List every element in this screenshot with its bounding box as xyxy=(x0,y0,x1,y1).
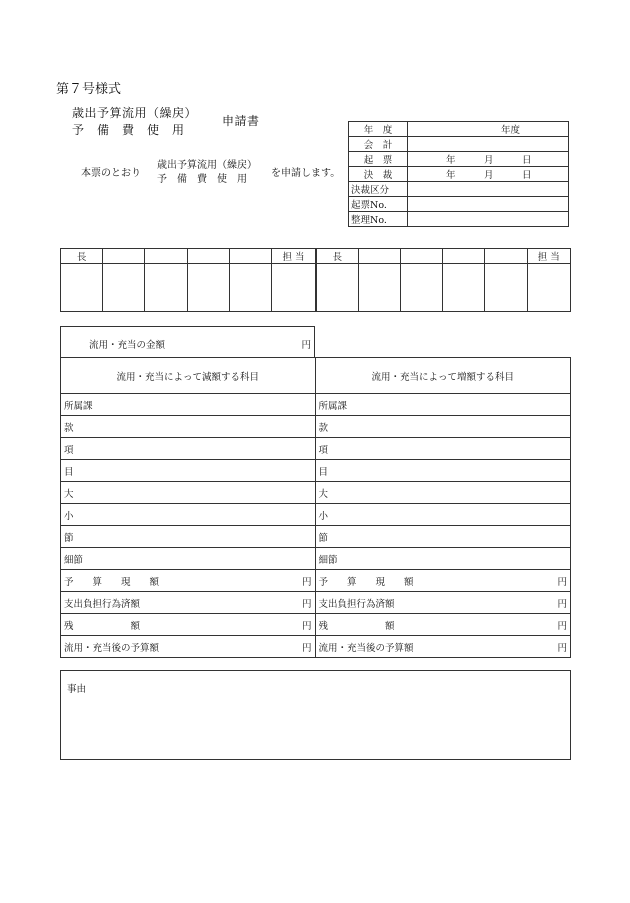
table-row xyxy=(61,504,571,526)
form-number: 第７号様式 xyxy=(56,82,122,97)
current-budget-label: 予 算 現 額 xyxy=(64,576,160,588)
reference-number-field[interactable] xyxy=(408,212,569,227)
table-row xyxy=(61,482,571,504)
stamp-cell-header xyxy=(103,249,145,264)
decrease-post-transfer-field[interactable] xyxy=(61,636,316,658)
stamp-box[interactable] xyxy=(61,264,103,312)
draft-number-label: 起票No. xyxy=(349,197,408,212)
balance-label: 残 額 xyxy=(318,620,395,632)
stamp-cell-header xyxy=(358,249,400,264)
increase-balance-field[interactable] xyxy=(315,614,571,636)
increase-header: 流用・充当によって増額する科目 xyxy=(315,358,571,394)
info-table xyxy=(348,121,569,227)
reason-label: 事由 xyxy=(67,684,87,695)
info-row xyxy=(349,152,569,167)
table-row xyxy=(61,614,571,636)
decrease-saisetsu-field[interactable]: 細節 xyxy=(61,548,316,570)
increase-kan-field[interactable]: 款 xyxy=(315,416,571,438)
stamp-cell-header xyxy=(400,249,442,264)
post-transfer-label: 流用・充当後の予算額 xyxy=(64,642,160,654)
account-label: 会 計 xyxy=(349,137,408,152)
yen-unit: 円 xyxy=(301,642,312,654)
approved-label: 決 裁 xyxy=(349,167,408,182)
stamp-box[interactable] xyxy=(485,264,527,312)
table-row xyxy=(61,394,571,416)
yen-unit: 円 xyxy=(557,576,567,588)
stamp-box[interactable] xyxy=(229,264,271,312)
increase-post-transfer-field[interactable] xyxy=(315,636,571,658)
decrease-moku-field[interactable]: 目 xyxy=(61,460,316,482)
yen-unit: 円 xyxy=(557,620,567,632)
transfer-amount-label: 流用・充当の金額 xyxy=(89,340,166,351)
yen-unit: 円 xyxy=(557,642,567,654)
approval-stamp-grid xyxy=(60,248,571,312)
info-row xyxy=(349,212,569,227)
fiscal-year-field[interactable]: 年度 xyxy=(408,122,569,137)
increase-dai-field[interactable]: 大 xyxy=(315,482,571,504)
stamp-box[interactable] xyxy=(527,264,570,312)
stamp-box[interactable] xyxy=(103,264,145,312)
subject-table xyxy=(60,357,571,658)
stamp-box[interactable] xyxy=(316,264,358,312)
info-row xyxy=(349,182,569,197)
decrease-kou-field[interactable]: 項 xyxy=(61,438,316,460)
stamp-cell-header xyxy=(229,249,271,264)
approval-category-label: 決裁区分 xyxy=(349,182,408,197)
current-budget-label: 予 算 現 額 xyxy=(318,576,414,588)
committed-label: 支出負担行為済額 xyxy=(64,598,141,610)
fiscal-year-label: 年 度 xyxy=(349,122,408,137)
stamp-tail-right: 担 当 xyxy=(527,249,570,264)
stamp-tail-left: 担 当 xyxy=(272,249,316,264)
info-row xyxy=(349,197,569,212)
statement-suffix: を申請します。 xyxy=(271,168,341,179)
committed-label: 支出負担行為済額 xyxy=(318,598,395,610)
post-transfer-label: 流用・充当後の予算額 xyxy=(318,642,414,654)
decrease-shou-field[interactable]: 小 xyxy=(61,504,316,526)
table-row xyxy=(61,438,571,460)
increase-setsu-field[interactable]: 節 xyxy=(315,526,571,548)
draft-number-field[interactable] xyxy=(408,197,569,212)
stamp-box[interactable] xyxy=(145,264,187,312)
info-row xyxy=(349,167,569,182)
transfer-amount-field[interactable] xyxy=(61,327,315,358)
stamp-seal-row xyxy=(61,264,571,312)
stamp-box[interactable] xyxy=(272,264,316,312)
approval-category-field[interactable] xyxy=(408,182,569,197)
drafted-label: 起 票 xyxy=(349,152,408,167)
title-line2: 予 備 費 使 用 xyxy=(72,123,185,137)
statement-mid-line2: 予 備 費 使 用 xyxy=(157,174,247,185)
approved-date-field[interactable]: 年 月 日 xyxy=(408,167,569,182)
stamp-head-right: 長 xyxy=(316,249,358,264)
decrease-current-budget-field[interactable] xyxy=(61,570,316,592)
title-line1: 歳出予算流用（繰戻） xyxy=(72,106,198,120)
reference-number-label: 整理No. xyxy=(349,212,408,227)
increase-moku-field[interactable]: 目 xyxy=(315,460,571,482)
table-row xyxy=(61,548,571,570)
decrease-header: 流用・充当によって減額する科目 xyxy=(61,358,316,394)
info-row xyxy=(349,122,569,137)
increase-kou-field[interactable]: 項 xyxy=(315,438,571,460)
balance-label: 残 額 xyxy=(64,620,141,632)
decrease-kan-field[interactable]: 款 xyxy=(61,416,316,438)
stamp-cell-header xyxy=(443,249,485,264)
stamp-head-left: 長 xyxy=(61,249,103,264)
increase-shou-field[interactable]: 小 xyxy=(315,504,571,526)
decrease-department-field[interactable]: 所属課 xyxy=(61,394,316,416)
statement-mid-line1: 歳出予算流用（繰戻） xyxy=(157,160,257,171)
stamp-box[interactable] xyxy=(443,264,485,312)
table-row xyxy=(61,592,571,614)
yen-unit: 円 xyxy=(301,598,312,610)
decrease-committed-field[interactable] xyxy=(61,592,316,614)
yen-unit: 円 xyxy=(301,576,312,588)
increase-committed-field[interactable] xyxy=(315,592,571,614)
statement-prefix: 本票のとおり xyxy=(81,168,141,179)
stamp-cell-header xyxy=(485,249,527,264)
table-row xyxy=(61,416,571,438)
drafted-date-field[interactable]: 年 月 日 xyxy=(408,152,569,167)
transfer-amount-box xyxy=(60,326,315,358)
stamp-box[interactable] xyxy=(358,264,400,312)
yen-unit: 円 xyxy=(557,598,567,610)
stamp-cell-header xyxy=(187,249,229,264)
table-row xyxy=(61,636,571,658)
reason-field[interactable] xyxy=(61,671,571,760)
stamp-cell-header xyxy=(145,249,187,264)
reason-box xyxy=(60,670,571,760)
increase-current-budget-field[interactable] xyxy=(315,570,571,592)
increase-saisetsu-field[interactable]: 細節 xyxy=(315,548,571,570)
title-application: 申請書 xyxy=(222,114,260,128)
stamp-box[interactable] xyxy=(187,264,229,312)
yen-unit: 円 xyxy=(301,340,311,351)
increase-department-field[interactable]: 所属課 xyxy=(315,394,571,416)
table-row xyxy=(61,526,571,548)
subject-header-row xyxy=(61,358,571,394)
decrease-setsu-field[interactable]: 節 xyxy=(61,526,316,548)
decrease-dai-field[interactable]: 大 xyxy=(61,482,316,504)
stamp-box[interactable] xyxy=(400,264,442,312)
info-row xyxy=(349,137,569,152)
table-row xyxy=(61,460,571,482)
account-field[interactable] xyxy=(408,137,569,152)
stamp-header-row xyxy=(61,249,571,264)
yen-unit: 円 xyxy=(301,620,312,632)
decrease-balance-field[interactable] xyxy=(61,614,316,636)
table-row xyxy=(61,570,571,592)
